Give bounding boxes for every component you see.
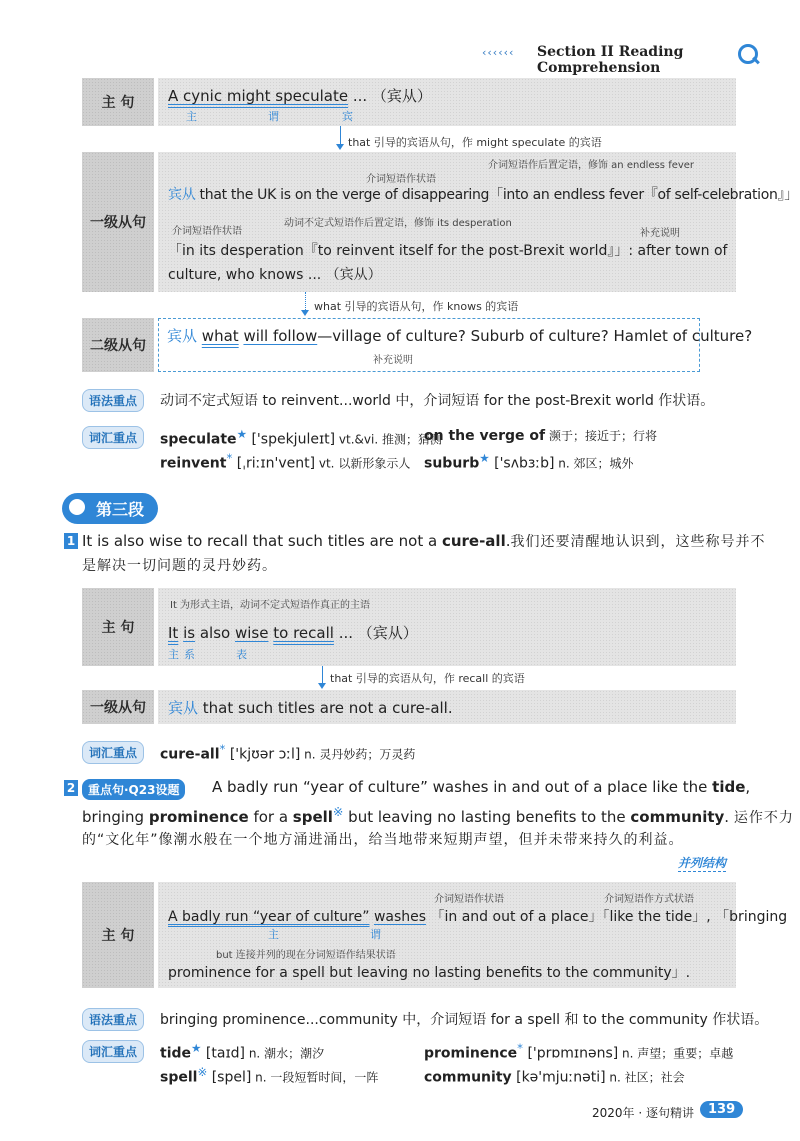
para2-chinese: 的“文化年”像潮水般在一个地方涌进涌出，给当地带来短期声望，但并未带来持久的利益。 (82, 832, 684, 848)
vocab-spell: spell※ [spel] n. 一段短暂时间，一阵 (160, 1065, 379, 1086)
para1-level1-sentence: 宾从 that such titles are not a cure-all. (168, 699, 453, 717)
parallel-structure-tag: 并列结构 (678, 856, 727, 870)
arrow-caption-2: what 引导的宾语从句，作 knows 的宾语 (314, 300, 519, 313)
grammar-text: 动词不定式短语 to reinvent...world 中，介词短语 for the post-Brexit world 作状语。 (160, 393, 715, 409)
section-heading: 第三段 (62, 493, 158, 524)
vocab-on-the-verge: on the verge of 濒于；接近于；行将 (424, 428, 657, 444)
vocab-tide: tide★ [taɪd] n. 潮水；潮汐 (160, 1041, 325, 1062)
grammar-text: bringing prominence...community 中，介词短语 for a spell 和 to the community 作状语。 (160, 1012, 769, 1028)
header-arrows: ‹‹‹‹‹‹ (482, 46, 515, 59)
note-participle: but 连接并列的现在分词短语作结果状语 (216, 950, 396, 961)
note-subject: 主 (168, 648, 179, 661)
note-adverbial: 介词短语作状语 (434, 894, 504, 905)
main-clause-label: 主 句 (82, 882, 154, 988)
main-clause-label: 主 句 (82, 78, 154, 126)
magnifier-icon (66, 496, 88, 518)
main-clause-box (158, 78, 736, 126)
main-clause-sentence: A cynic might speculate ... （宾从） (168, 87, 432, 105)
note-adverbial-2: 介词短语作状语 (172, 226, 242, 237)
note-postmodifier: 介词短语作后置定语，修饰 an endless fever (488, 160, 695, 171)
arrow-caption-3: that 引导的宾语从句，作 recall 的宾语 (330, 672, 525, 685)
main-clause-core: A cynic might speculate (168, 87, 349, 105)
arrow-line (322, 666, 323, 684)
para1-english: It is also wise to recall that such titles are not a cure-all.我们还要清醒地认识到，这些称号并不 (82, 532, 766, 550)
note-link: 系 (184, 648, 195, 661)
note-infinitive: 动词不定式短语作后置定语，修饰 its desperation (284, 218, 512, 229)
magnifier-icon (738, 44, 758, 64)
note-adverbial: 介词短语作状语 (366, 174, 436, 185)
arrow-down-icon (301, 310, 309, 316)
header-title: Section II Reading Comprehension (537, 44, 684, 76)
arrow-line-dashed (305, 292, 306, 312)
para2-main-box (158, 882, 788, 988)
note-supplement-2: 补充说明 (373, 355, 413, 366)
note-predicate: 谓 (268, 110, 279, 123)
vocab-reinvent: reinvent* [ˌriːɪn'vent] vt. 以新形象示人 (160, 451, 411, 472)
note-predicate: 谓 (370, 928, 381, 941)
note-subject: 主 (186, 110, 197, 123)
grammar-tag: 语法重点 (82, 389, 144, 412)
vocab-tag: 词汇重点 (82, 1040, 144, 1063)
level1-clause-box (158, 152, 799, 292)
para1-main-box (158, 588, 736, 666)
para2-english-line1: A badly run “year of culture” washes in and out of a place like the tide, (212, 778, 751, 796)
key-sentence-tag: 重点句·Q23设题 (82, 779, 185, 800)
footer-text: 2020年 · 逐句精讲 (592, 1106, 694, 1120)
level2-clause-box (158, 318, 753, 372)
sentence-number: 1 (64, 533, 78, 549)
level2-clause-label: 二级从句 (82, 318, 154, 372)
arrow-line (340, 126, 341, 144)
arrow-caption-1: that 引导的宾语从句，作 might speculate 的宾语 (348, 136, 602, 149)
vocab-prominence: prominence* ['prɒmɪnəns] n. 声望；重要；卓越 (424, 1041, 734, 1062)
note-formal-subject: It 为形式主语，动词不定式短语作真正的主语 (170, 600, 371, 611)
note-subject: 主 (268, 928, 279, 941)
sentence-number: 2 (64, 780, 78, 796)
vocab-cure-all: cure-all* ['kjʊər ɔːl] n. 灵丹妙药；万灵药 (160, 742, 416, 763)
object-clause-tag: 宾从 (168, 187, 196, 203)
vocab-tag: 词汇重点 (82, 426, 144, 449)
para1-main-sentence: It is also wise to recall ... （宾从） (168, 624, 418, 642)
para2-main-line1: A badly run “year of culture” washes 「in and out of a place」「like the tide」, 「bringing (168, 909, 788, 925)
vocab-suburb: suburb★ ['sʌbɜːb] n. 郊区；城外 (424, 451, 634, 472)
vocab-community: community [kə'mjuːnəti] n. 社区；社会 (424, 1069, 685, 1086)
level2-sentence: 宾从 what will follow—village of culture? Suburb of culture? Hamlet of culture? (167, 327, 753, 345)
vocab-speculate: speculate★ ['spekjuleɪt] vt.&vi. 推测；猜测 (160, 427, 442, 448)
arrow-down-icon (318, 683, 326, 689)
note-object: 宾 (342, 110, 353, 123)
para2-main-line2: prominence for a spell but leaving no lasting benefits to the community」. (168, 965, 691, 981)
level1-clause-label: 一级从句 (82, 690, 154, 724)
note-predicative: 表 (236, 648, 247, 661)
note-supplement: 补充说明 (640, 228, 680, 239)
note-manner-adverbial: 介词短语作方式状语 (604, 894, 694, 905)
arrow-down-icon (336, 144, 344, 150)
main-clause-label: 主 句 (82, 588, 154, 666)
para1-level1-box (158, 690, 736, 724)
para1-chinese: 是解决一切问题的灵丹妙药。 (82, 558, 277, 574)
level1-line2: 「in its desperation『to reinvent itself for the post-Brexit world』」: after town of (168, 243, 728, 259)
page-number: 139 (700, 1101, 743, 1118)
para2-english-line2: bringing prominence for a spell※ but leaving no lasting benefits to the community. 运作不力 (82, 804, 794, 826)
level1-line3: culture, who knows ... （宾从） (168, 267, 382, 283)
level1-clause-label: 一级从句 (82, 152, 154, 292)
level1-line1: 宾从 that the UK is on the verge of disappearing「into an endless fever『of self-celebration』」 (168, 187, 799, 203)
grammar-tag: 语法重点 (82, 1008, 144, 1031)
vocab-tag: 词汇重点 (82, 741, 144, 764)
